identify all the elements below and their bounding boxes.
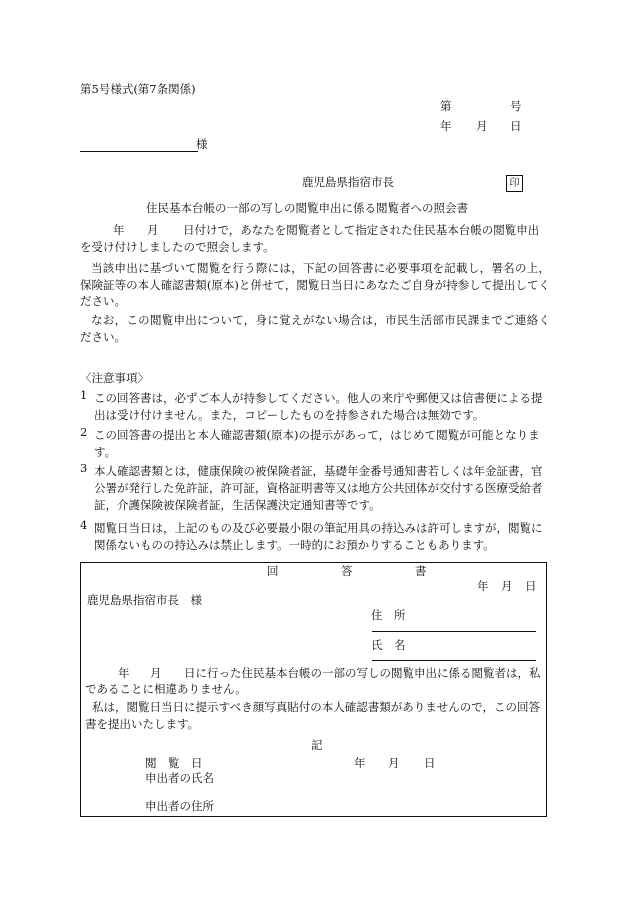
doc-number-suffix: 号 <box>510 99 522 113</box>
answer-title-char-3: 書 <box>415 564 427 578</box>
name-label: 氏 名 <box>371 638 406 652</box>
answer-title-char-1: 回 <box>267 564 279 578</box>
body-date-month: 月 <box>147 223 159 237</box>
name-underline <box>372 660 536 661</box>
issuer-name: 鹿児島県指宿市長 <box>302 175 394 189</box>
answer-title-char-2: 答 <box>341 564 353 578</box>
addressee-suffix: 様 <box>196 137 208 151</box>
answer-date-year-2: 年 <box>118 666 130 680</box>
address-label: 住 所 <box>371 608 406 622</box>
ki-label: 記 <box>311 738 323 752</box>
doc-number-prefix: 第 <box>440 99 452 113</box>
body-para1-text: 日付けで，あなたを閲覧者として指定された住民基本台帳の閲覧申出 <box>183 223 540 237</box>
body-para3: なお，この閲覧申出について，身に覚えがない場合は，市民生活部市民課までご連絡ください。 <box>80 313 550 344</box>
body-para1-line2: を受け付けしましたので照会します。 <box>80 240 275 254</box>
answer-para1-line2: であることに相違ありません。 <box>85 682 247 696</box>
answer-date-year: 年 <box>477 579 489 593</box>
body-date-year: 年 <box>113 223 125 237</box>
answer-addressee: 鹿児島県指宿市長 様 <box>87 593 202 607</box>
applicant-address-label: 申出者の住所 <box>145 799 214 813</box>
view-date-label: 閲 覧 日 <box>145 756 203 770</box>
note-text: この回答書は，必ずご本人が持参してください。他人の来庁や郵便又は信書便による提出は受け付けません。また，コピーしたものを持参された場合は無効です。 <box>94 391 543 422</box>
addressee-line <box>80 151 198 152</box>
address-underline <box>372 631 536 632</box>
answer-para1-text: 日に行った住民基本台帳の一部の写しの閲覧申出に係る閲覧者は，私 <box>184 666 541 680</box>
answer-date-month: 月 <box>501 579 513 593</box>
note-number: 1 <box>80 388 88 402</box>
applicant-name-label: 申出者の氏名 <box>145 771 214 785</box>
note-text: 閲覧日当日は，上記のもの及び必要最小限の筆記用具の持込みは許可しますが，閲覧に関係ないものの持込みは禁止します。一時的にお預かりすることもあります。 <box>94 521 543 552</box>
view-date-month: 月 <box>388 756 400 770</box>
view-date-year: 年 <box>354 756 366 770</box>
answer-para2: 私は，閲覧日当日に提示すべき顔写真貼付の本人確認書類がありませんので，この回答書を提出いたします。 <box>85 700 541 731</box>
notes-heading: 〈注意事項〉 <box>80 371 149 385</box>
note-number: 3 <box>80 461 88 475</box>
note-text: 本人確認書類とは，健康保険の被保険者証，基礎年金番号通知書若しくは年金証書，官公署が発行した免許証，許可証，資格証明書等又は地方公共団体が交付する医療受給者証，介護保険被保険者証，生活保護決定通知書等です。 <box>94 464 543 512</box>
issue-date-month: 月 <box>476 119 488 133</box>
issue-date-day: 日 <box>510 119 522 133</box>
view-date-day: 日 <box>424 756 436 770</box>
answer-form <box>80 562 547 817</box>
page-title: 住民基本台帳の一部の写しの閲覧申出に係る閲覧者への照会書 <box>146 201 468 215</box>
answer-date-day: 日 <box>525 579 537 593</box>
official-seal: 印 <box>506 175 523 192</box>
note-text: この回答書の提出と本人確認書類(原本)の提示があって，はじめて閲覧が可能となります。 <box>94 428 540 459</box>
answer-date-month-2: 月 <box>150 666 162 680</box>
body-para2: 当該申出に基づいて閲覧を行う際には，下記の回答書に必要事項を記載し，署名の上，保険証等の本人確認書類(原本)と併せて，閲覧日当日にあなたご自身が持参して提出してください。 <box>80 261 550 309</box>
issue-date-year: 年 <box>440 119 452 133</box>
note-number: 2 <box>80 425 88 439</box>
form-number: 第5号様式(第7条関係) <box>80 82 196 96</box>
note-number: 4 <box>80 518 88 532</box>
